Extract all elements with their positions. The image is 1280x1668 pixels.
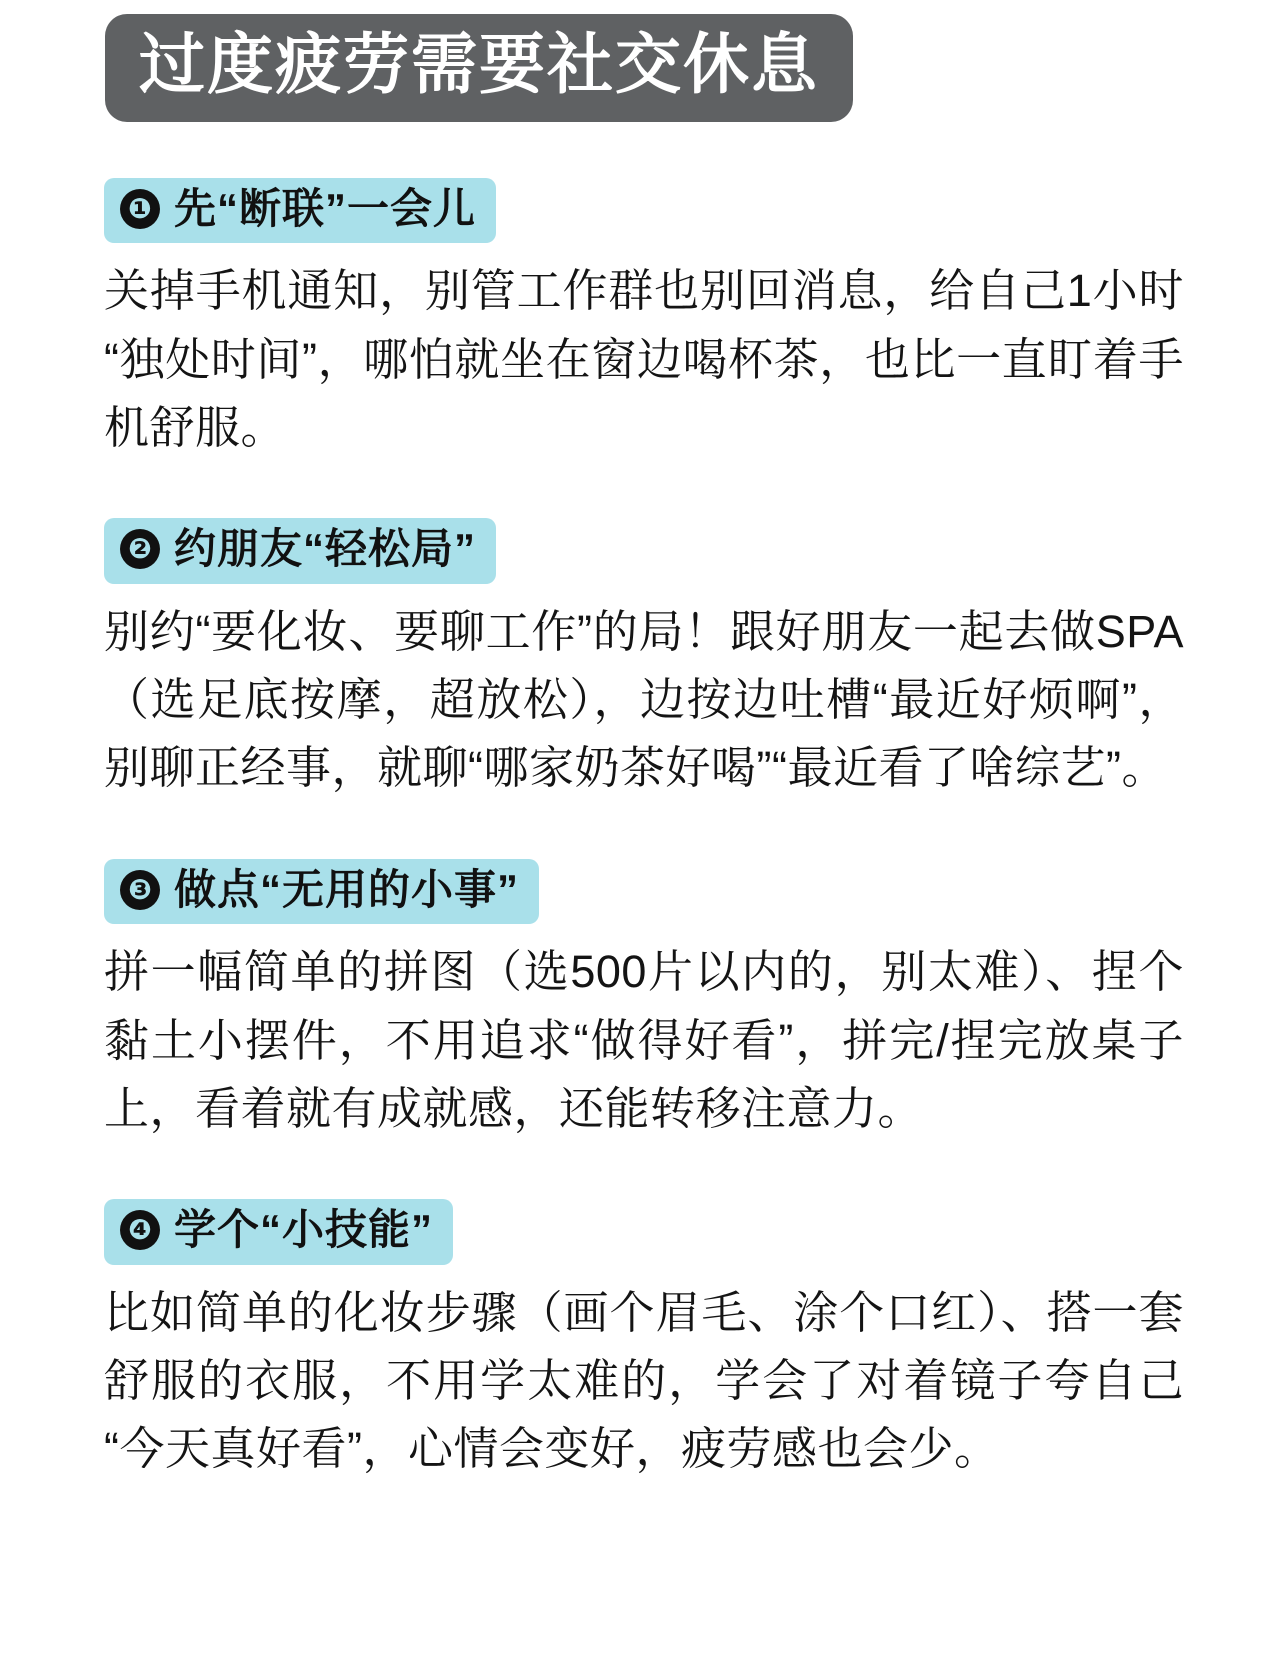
- section-2-body: 别约“要化妆、要聊工作”的局！跟好朋友一起去做SPA（选足底按摩，超放松），边按边吐槽“最近好烦啊”，别聊正经事，就聊“哪家奶茶好喝”“最近看了啥综艺”。: [104, 605, 1184, 794]
- section-2: [104, 518, 1184, 802]
- section-4: [104, 1199, 1184, 1483]
- number-badge-1: ❶: [120, 189, 160, 229]
- section-1-body: 关掉手机通知，别管工作群也别回消息，给自己1小时“独处时间”，哪怕就坐在窗边喝杯茶，也比一直盯着手机舒服。: [104, 265, 1184, 453]
- section-4-heading: [104, 1199, 453, 1264]
- section-2-heading: [104, 518, 496, 583]
- section-1-heading-text: 先“断联”一会儿: [174, 184, 477, 232]
- section-3-heading-text: 做点“无用的小事”: [174, 865, 520, 913]
- page-title: 过度疲劳需要社交休息: [105, 14, 853, 122]
- section-3-heading: [104, 859, 539, 924]
- number-badge-2: ❷: [120, 529, 160, 569]
- section-2-heading-text: 约朋友“轻松局”: [174, 525, 477, 573]
- section-3: [104, 859, 1184, 1143]
- number-badge-4: ❹: [120, 1210, 160, 1250]
- section-4-body: 比如简单的化妆步骤（画个眉毛、涂个口红）、搭一套舒服的衣服，不用学太难的，学会了对着镜子夸自己“今天真好看”，心情会变好，疲劳感也会少。: [104, 1286, 1184, 1475]
- section-1: [104, 178, 1184, 462]
- section-4-heading-text: 学个“小技能”: [174, 1206, 434, 1254]
- section-3-body: 拼一幅简单的拼图（选500片以内的，别太难）、捏个黏土小摆件，不用追求“做得好看”，拼完/捏完放桌子上，看着就有成就感，还能转移注意力。: [104, 946, 1184, 1134]
- section-1-heading: [104, 178, 496, 243]
- number-badge-3: ❸: [120, 870, 160, 910]
